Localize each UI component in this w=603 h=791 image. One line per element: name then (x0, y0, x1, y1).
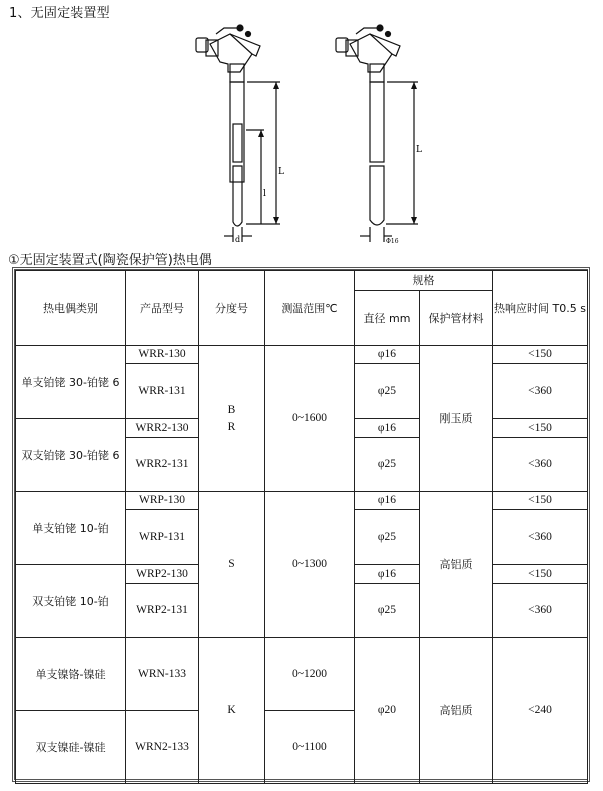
range-cell: 0~1100 (265, 711, 355, 784)
section-title-2: ①无固定装置式(陶瓷保护管)热电偶 (8, 253, 212, 268)
diameter-cell: φ25 (355, 584, 420, 638)
thermocouple-drawing-2 (330, 24, 440, 246)
header-response: 热响应时间 T0.5 s (493, 271, 588, 346)
range-cell: 0~1600 (265, 346, 355, 492)
thermocouple-spec-table (12, 267, 590, 782)
model-cell: WRP-131 (126, 510, 199, 565)
diameter-cell: φ25 (355, 438, 420, 492)
model-cell: WRP2-130 (126, 565, 199, 584)
graduation-r: R (227, 420, 236, 433)
graduation-cell: S (199, 492, 265, 638)
model-cell: WRP2-131 (126, 584, 199, 638)
dim-L-label: L (416, 145, 422, 155)
dim-d-label: Φ16 (386, 238, 399, 245)
header-material: 保护管材料 (420, 291, 493, 346)
category-cell: 单支铂铑 10-铂 (16, 492, 126, 565)
response-cell: <360 (493, 364, 588, 419)
diameter-cell: φ16 (355, 419, 420, 438)
header-model: 产品型号 (126, 271, 199, 346)
diameter-cell: φ16 (355, 346, 420, 364)
response-cell: <150 (493, 346, 588, 364)
model-cell: WRN-133 (126, 638, 199, 711)
header-category: 热电偶类别 (16, 271, 126, 346)
graduation-cell (199, 346, 265, 492)
category-cell: 单支铂铑 30-铂铑 6 (16, 346, 126, 419)
model-cell: WRP-130 (126, 492, 199, 510)
header-range: 测温范围℃ (265, 271, 355, 346)
response-cell: <240 (493, 638, 588, 784)
graduation-cell: K (199, 638, 265, 784)
diameter-cell: φ25 (355, 510, 420, 565)
dim-l-label: l (263, 189, 266, 199)
header-spec: 规格 (355, 271, 493, 291)
model-cell: WRR2-130 (126, 419, 199, 438)
section-title-1: 1、无固定装置型 (9, 6, 110, 21)
header-diameter: 直径 mm (355, 291, 420, 346)
range-cell: 0~1300 (265, 492, 355, 638)
diameter-cell: φ20 (355, 638, 420, 784)
response-cell: <360 (493, 438, 588, 492)
range-cell: 0~1200 (265, 638, 355, 711)
material-cell: 高铝质 (420, 492, 493, 638)
model-cell: WRR-131 (126, 364, 199, 419)
category-cell: 双支镍硅-镍硅 (16, 711, 126, 784)
thermocouple-drawing-1 (190, 24, 310, 246)
model-cell: WRR-130 (126, 346, 199, 364)
material-cell: 刚玉质 (420, 346, 493, 492)
diameter-cell: φ16 (355, 492, 420, 510)
header-graduation: 分度号 (199, 271, 265, 346)
response-cell: <360 (493, 510, 588, 565)
category-cell: 单支镍铬-镍硅 (16, 638, 126, 711)
graduation-b: B (227, 403, 236, 416)
diameter-cell: φ16 (355, 565, 420, 584)
category-cell: 双支铂铑 30-铂铑 6 (16, 419, 126, 492)
dim-L-label: L (278, 167, 284, 177)
model-cell: WRR2-131 (126, 438, 199, 492)
response-cell: <150 (493, 419, 588, 438)
response-cell: <150 (493, 565, 588, 584)
model-cell: WRN2-133 (126, 711, 199, 784)
response-cell: <360 (493, 584, 588, 638)
material-cell: 高铝质 (420, 638, 493, 784)
diameter-cell: φ25 (355, 364, 420, 419)
dim-d-label: d (235, 235, 241, 244)
category-cell: 双支铂铑 10-铂 (16, 565, 126, 638)
response-cell: <150 (493, 492, 588, 510)
